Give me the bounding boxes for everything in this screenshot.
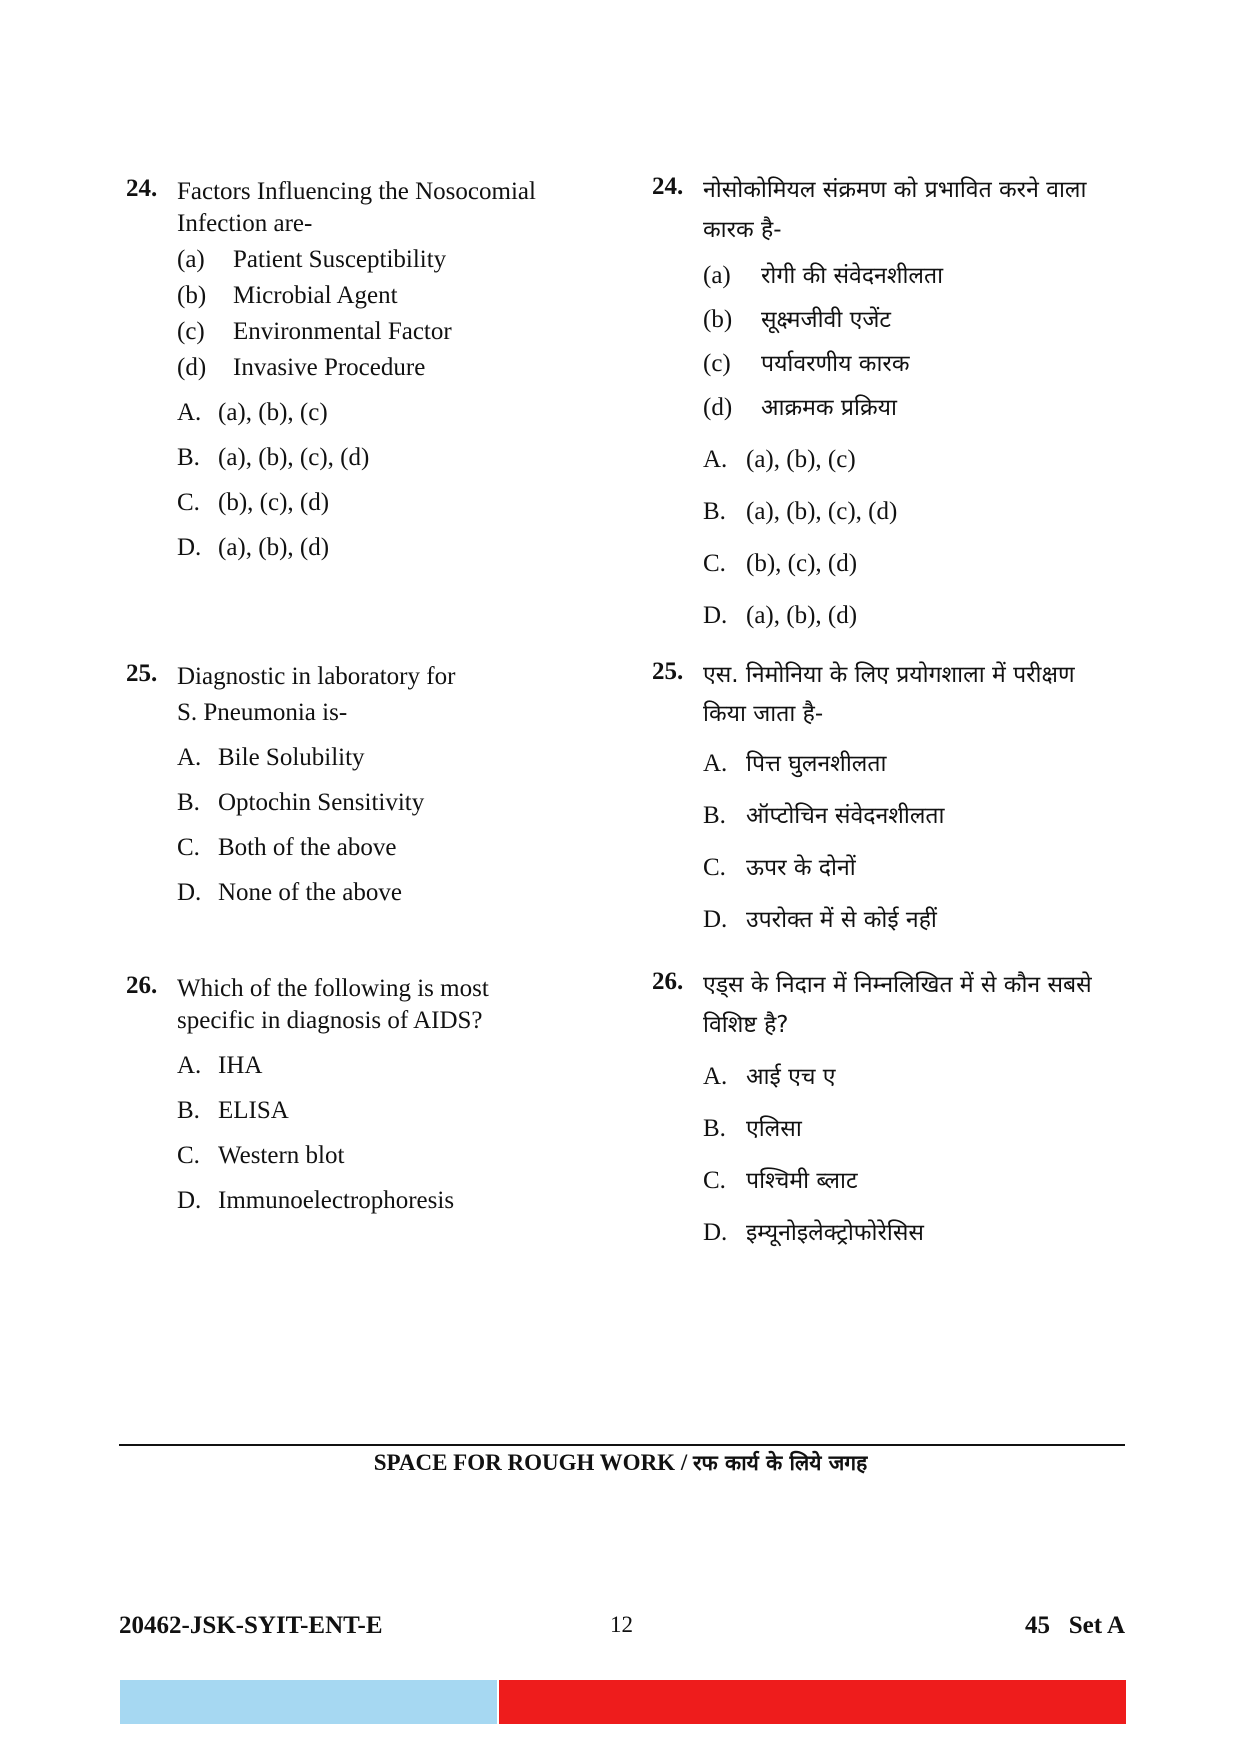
- item-label: (b): [703, 306, 733, 333]
- option-label: D.: [177, 1187, 202, 1214]
- rough-work-english: SPACE FOR ROUGH WORK /: [373, 1450, 688, 1475]
- option-d[interactable]: [177, 877, 402, 909]
- item-c: [177, 316, 452, 348]
- item-text: Invasive Procedure: [233, 354, 426, 381]
- option-text: (a), (b), (c), (d): [218, 444, 370, 471]
- item-d: [177, 352, 425, 384]
- set-label: 45 Set A: [1025, 1612, 1125, 1639]
- question-stem-line-2: specific in diagnosis of AIDS?: [177, 1007, 483, 1034]
- option-label: A.: [703, 750, 728, 777]
- option-a[interactable]: [177, 742, 365, 774]
- item-c: [703, 348, 910, 380]
- option-d[interactable]: [177, 532, 329, 564]
- item-b: [703, 304, 891, 336]
- option-a[interactable]: [177, 1050, 262, 1082]
- option-b[interactable]: [177, 787, 424, 819]
- option-label: C.: [703, 1167, 726, 1194]
- option-c[interactable]: [703, 548, 857, 580]
- option-a[interactable]: [703, 748, 886, 780]
- question-stem-line-1: नोसोकोमियल संक्रमण को प्रभावित करने वाला: [703, 177, 1087, 203]
- option-label: D.: [177, 879, 202, 906]
- option-text: Immunoelectrophoresis: [218, 1187, 455, 1214]
- item-text: पर्यावरणीय कारक: [761, 351, 910, 377]
- rough-work-hindi: रफ कार्य के लिये जगह: [692, 1451, 868, 1475]
- footer-bar-blue: [120, 1680, 497, 1724]
- option-text: आई एच ए: [746, 1064, 836, 1090]
- item-text: रोगी की संवेदनशीलता: [761, 263, 944, 289]
- option-label: B.: [703, 802, 726, 829]
- page-number: 12: [610, 1612, 633, 1637]
- item-b: [177, 280, 398, 312]
- option-label: D.: [703, 602, 728, 629]
- item-a: [703, 260, 943, 292]
- question-stem-line-1: Diagnostic in laboratory for: [177, 663, 456, 690]
- question-stem-line-2: S. Pneumonia is-: [177, 699, 348, 726]
- option-text: पित्त घुलनशीलता: [746, 751, 887, 777]
- item-text: Microbial Agent: [233, 282, 398, 309]
- option-label: D.: [703, 1219, 728, 1246]
- option-text: एलिसा: [746, 1116, 802, 1142]
- option-text: इम्यूनोइलेक्ट्रोफोरेसिस: [746, 1220, 924, 1246]
- question-number: 26.: [126, 972, 158, 999]
- option-text: (a), (b), (d): [746, 602, 858, 629]
- option-label: B.: [703, 1115, 726, 1142]
- item-text: सूक्ष्मजीवी एजेंट: [761, 307, 891, 333]
- option-d[interactable]: [703, 600, 857, 632]
- rough-work-divider: [119, 1444, 1125, 1446]
- option-text: (a), (b), (c): [218, 399, 328, 426]
- option-text: ऊपर के दोनों: [746, 855, 856, 881]
- option-label: A.: [177, 744, 202, 771]
- option-b[interactable]: [177, 442, 369, 474]
- item-label: (a): [703, 262, 731, 289]
- item-label: (d): [177, 354, 207, 381]
- option-a[interactable]: [703, 1061, 835, 1093]
- option-a[interactable]: [177, 397, 328, 429]
- option-d[interactable]: [703, 904, 937, 936]
- question-stem-line-1: एस. निमोनिया के लिए प्रयोगशाला में परीक्षण: [703, 662, 1075, 688]
- question-stem-line-2: किया जाता है-: [703, 701, 824, 727]
- option-label: A.: [703, 1063, 728, 1090]
- option-text: पश्चिमी ब्लाट: [746, 1168, 858, 1194]
- option-text: Bile Solubility: [218, 744, 365, 771]
- question-stem-line-2: कारक है-: [703, 217, 782, 243]
- item-text: Environmental Factor: [233, 318, 452, 345]
- question-stem-line-1: एड्स के निदान में निम्नलिखित में से कौन सबसे: [703, 972, 1092, 998]
- option-text: (a), (b), (c), (d): [746, 498, 898, 525]
- option-label: C.: [703, 550, 726, 577]
- option-label: D.: [177, 534, 202, 561]
- option-label: C.: [177, 1142, 200, 1169]
- option-text: (a), (b), (c): [746, 446, 856, 473]
- option-d[interactable]: [703, 1217, 924, 1249]
- option-text: IHA: [218, 1052, 263, 1079]
- option-label: B.: [177, 444, 200, 471]
- question-stem-line-1: Which of the following is most: [177, 975, 489, 1002]
- option-b[interactable]: [703, 1113, 802, 1145]
- option-label: C.: [703, 854, 726, 881]
- option-text: None of the above: [218, 879, 402, 906]
- option-c[interactable]: [177, 487, 329, 519]
- question-stem-line-1: Factors Influencing the Nosocomial: [177, 178, 536, 205]
- option-a[interactable]: [703, 444, 856, 476]
- item-text: Patient Susceptibility: [233, 246, 447, 273]
- option-b[interactable]: [703, 496, 897, 528]
- question-number: 24.: [652, 173, 684, 200]
- item-a: [177, 244, 446, 276]
- option-label: B.: [703, 498, 726, 525]
- option-label: A.: [177, 399, 202, 426]
- option-text: ऑप्टोचिन संवेदनशीलता: [746, 803, 945, 829]
- option-label: C.: [177, 834, 200, 861]
- option-c[interactable]: [177, 1140, 344, 1172]
- item-text: आक्रमक प्रक्रिया: [761, 395, 897, 421]
- option-label: B.: [177, 789, 200, 816]
- rough-work-label: [0, 1449, 1241, 1477]
- option-text: (a), (b), (d): [218, 534, 330, 561]
- item-label: (d): [703, 394, 733, 421]
- option-c[interactable]: [703, 1165, 858, 1197]
- option-label: C.: [177, 489, 200, 516]
- option-text: उपरोक्त में से कोई नहीं: [746, 907, 937, 933]
- question-stem-line-2: विशिष्ट है?: [703, 1012, 789, 1038]
- item-d: [703, 392, 897, 424]
- option-c[interactable]: [177, 832, 396, 864]
- option-c[interactable]: [703, 852, 856, 884]
- question-number: 25.: [126, 660, 158, 687]
- item-label: (c): [703, 350, 731, 377]
- item-label: (a): [177, 246, 205, 273]
- item-label: (c): [177, 318, 205, 345]
- option-label: A.: [177, 1052, 202, 1079]
- option-label: D.: [703, 906, 728, 933]
- option-text: Optochin Sensitivity: [218, 789, 425, 816]
- option-b[interactable]: [177, 1095, 289, 1127]
- option-d[interactable]: [177, 1185, 454, 1217]
- footer-bar-red: [499, 1680, 1126, 1724]
- option-text: (b), (c), (d): [218, 489, 330, 516]
- option-text: Western blot: [218, 1142, 345, 1169]
- question-number: 26.: [652, 968, 684, 995]
- option-label: B.: [177, 1097, 200, 1124]
- question-number: 24.: [126, 175, 158, 202]
- option-text: ELISA: [218, 1097, 289, 1124]
- question-number: 25.: [652, 658, 684, 685]
- option-b[interactable]: [703, 800, 945, 832]
- question-stem-line-2: Infection are-: [177, 210, 313, 237]
- paper-code: 20462-JSK-SYIT-ENT-E: [119, 1612, 383, 1639]
- option-label: A.: [703, 446, 728, 473]
- option-text: Both of the above: [218, 834, 397, 861]
- item-label: (b): [177, 282, 207, 309]
- option-text: (b), (c), (d): [746, 550, 858, 577]
